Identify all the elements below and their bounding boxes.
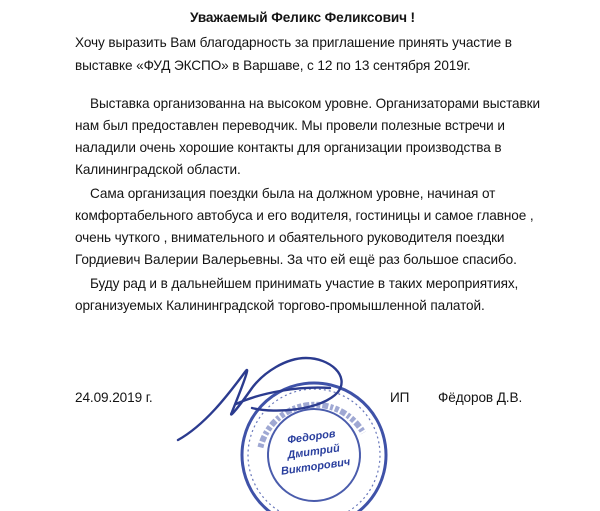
paragraph-2-line-1: Выставка организованна на высоком уровне. Организаторами выставки	[90, 96, 540, 111]
paragraph-1-line-1: Хочу выразить Вам благодарность за приглашение принять участие в	[75, 35, 512, 50]
stamp-line-patronymic: Викторович	[280, 456, 352, 478]
letter-date: 24.09.2019 г.	[75, 390, 153, 405]
paragraph-3-line-3: очень чуткого , внимательного и обаятельного руководителя поездки	[75, 230, 505, 245]
paragraph-2-line-3: наладили очень хорошие контакты для организации производства в	[75, 140, 502, 155]
signer-name: Фёдоров Д.В.	[438, 390, 523, 405]
paragraph-4-line-2: организуемых Калининградской торгово-промышленной палатой.	[75, 298, 485, 313]
letter-greeting: Уважаемый Феликс Феликсович !	[190, 10, 415, 25]
paragraph-2-line-4: Калининградской области.	[75, 162, 241, 177]
paragraph-3-line-2: комфортабельного автобуса и его водителя, гостиницы и самое главное ,	[75, 208, 534, 223]
paragraph-1-line-2: выставке «ФУД ЭКСПО» в Варшаве, с 12 по 13 сентября 2019г.	[75, 58, 471, 73]
stamp-line-firstname: Дмитрий	[286, 442, 341, 462]
company-stamp	[233, 374, 396, 511]
paragraph-3-line-1: Сама организация поездки была на должном уровне, начиная от	[90, 186, 496, 201]
paragraph-2-line-2: нам был предоставлен переводчик. Мы провели полезные встречи и	[75, 118, 505, 133]
signer-prefix: ИП	[390, 390, 410, 405]
paragraph-4-line-1: Буду рад и в дальнейшем принимать участие в таких мероприятиях,	[90, 276, 519, 291]
paragraph-3-line-4: Гордиевич Валерии Валерьевны. За что ей ещё раз большое спасибо.	[75, 252, 517, 267]
stamp-line-surname: Федоров	[286, 427, 337, 447]
handwritten-signature	[178, 358, 342, 440]
